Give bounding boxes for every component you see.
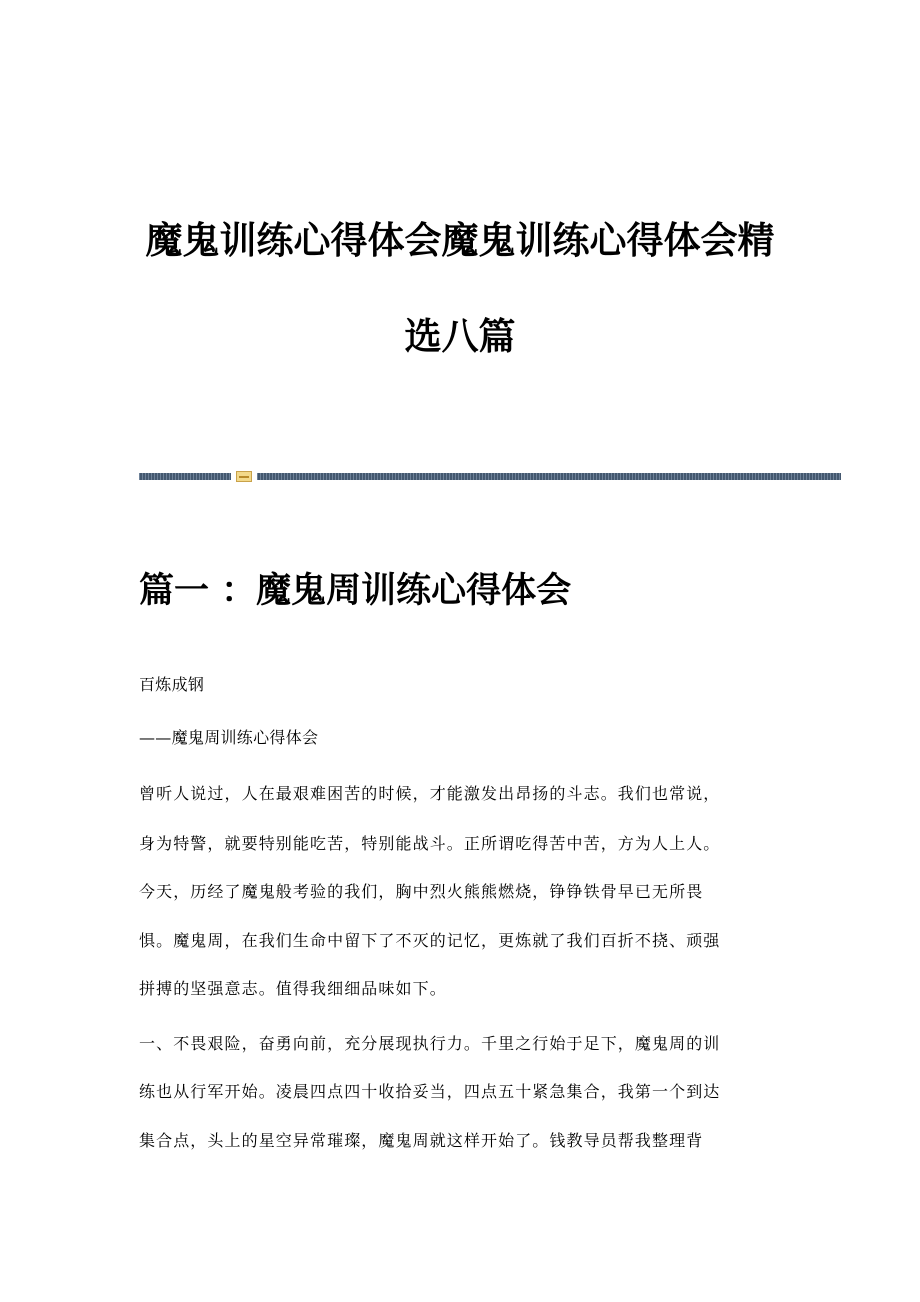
divider-bar-right [257,473,841,480]
paragraph-line: 集合点，头上的星空异常璀璨，魔鬼周就这样开始了。钱教导员帮我整理背 [139,1131,704,1150]
divider-bar-left [139,473,231,480]
decorative-divider [139,471,841,481]
paragraph-line: 练也从行军开始。凌晨四点四十收拾妥当，四点五十紧急集合，我第一个到达 [139,1082,721,1101]
essay-subtitle-byline: ——魔鬼周训练心得体会 [139,728,319,747]
paragraph-line: 一、不畏艰险，奋勇向前，充分展现执行力。千里之行始于足下，魔鬼周的训 [139,1034,721,1053]
paragraph-line: 惧。魔鬼周，在我们生命中留下了不灭的记忆，更炼就了我们百折不挠、顽强 [139,931,721,950]
paragraph-line: 今天，历经了魔鬼般考验的我们，胸中烈火熊熊燃烧，铮铮铁骨早已无所畏 [139,882,704,901]
essay-subtitle: 百炼成钢 [139,675,205,694]
divider-ornament-icon [236,471,252,482]
paragraph-line: 身为特警，就要特别能吃苦，特别能战斗。正所谓吃得苦中苦，方为人上人。 [139,834,721,853]
document-title-line-1: 魔鬼训练心得体会魔鬼训练心得体会精 [145,219,775,262]
paragraph-line: 拼搏的坚强意志。值得我细细品味如下。 [139,979,447,998]
paragraph-line: 曾听人说过，人在最艰难困苦的时候，才能激发出昂扬的斗志。我们也常说， [139,784,721,803]
document-title-line-2: 选八篇 [404,315,516,358]
section-heading: 篇一 ：魔鬼周训练心得体会 [139,571,572,611]
